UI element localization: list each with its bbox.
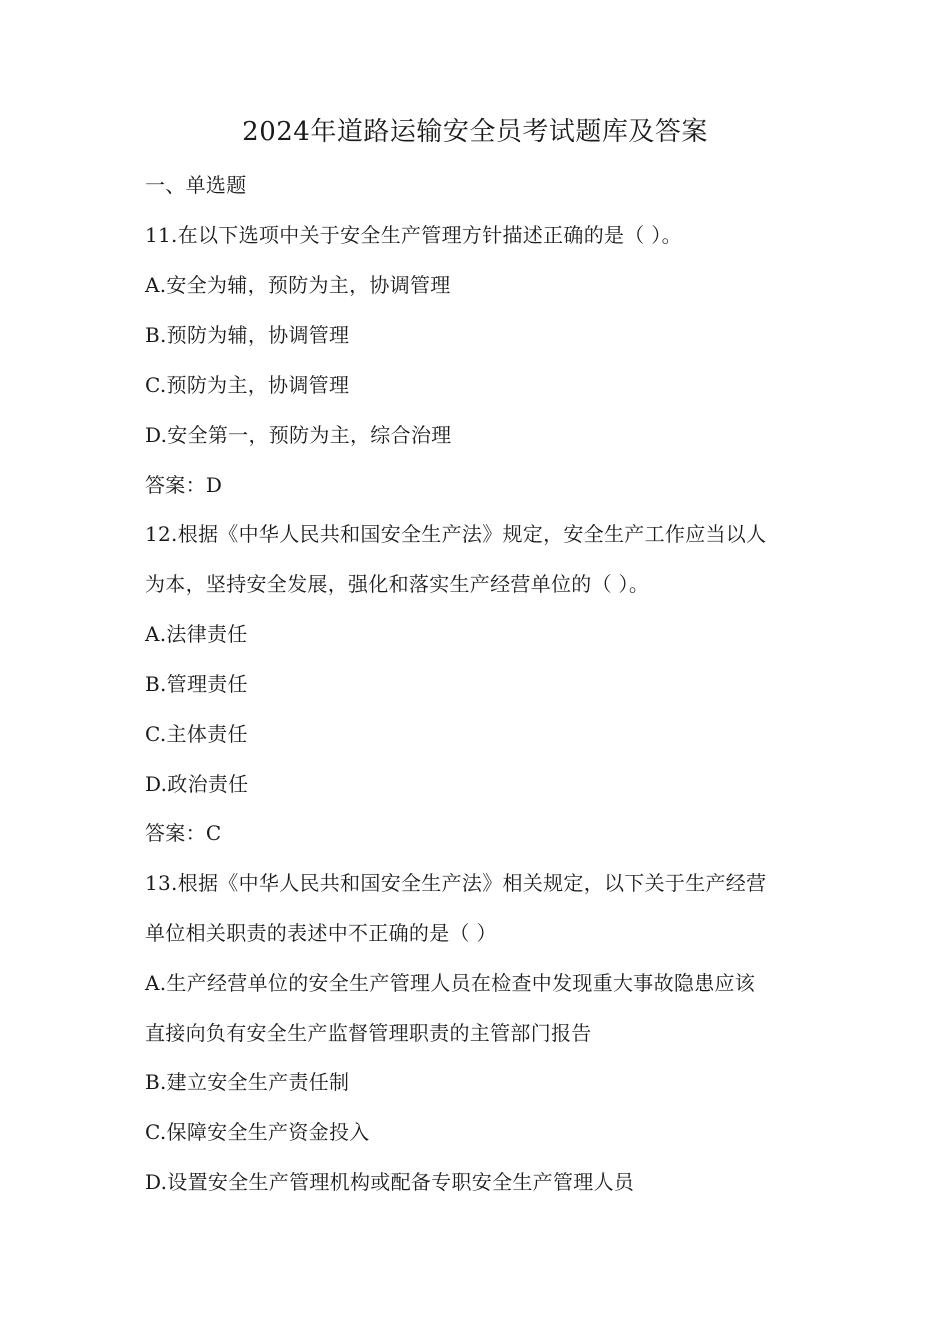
question-11-option-a: A.安全为辅，预防为主，协调管理	[145, 273, 451, 297]
question-11-option-b: B.预防为辅，协调管理	[145, 323, 350, 347]
question-12-option-a: A.法律责任	[145, 622, 248, 646]
question-11-option-c: C.预防为主，协调管理	[145, 373, 350, 397]
question-11-option-d: D.安全第一，预防为主，综合治理	[145, 423, 452, 447]
question-13-option-b: B.建立安全生产责任制	[145, 1070, 350, 1094]
question-13-option-a-line-1: A.生产经营单位的安全生产管理人员在检查中发现重大事故隐患应该	[145, 971, 756, 995]
question-13-text-line-1: 13.根据《中华人民共和国安全生产法》相关规定，以下关于生产经营	[145, 871, 767, 895]
question-12-option-c: C.主体责任	[145, 722, 248, 746]
question-12-text-line-2: 为本，坚持安全发展，强化和落实生产经营单位的（ ）。	[145, 572, 650, 596]
question-12-text-line-1: 12.根据《中华人民共和国安全生产法》规定，安全生产工作应当以人	[145, 522, 767, 546]
document-title: 2024年道路运输安全员考试题库及答案	[242, 117, 708, 147]
question-13-text-line-2: 单位相关职责的表述中不正确的是（ ）	[145, 921, 497, 945]
question-12-option-b: B.管理责任	[145, 672, 248, 696]
question-13-option-d: D.设置安全生产管理机构或配备专职安全生产管理人员	[145, 1170, 635, 1194]
question-11-text: 11.在以下选项中关于安全生产管理方针描述正确的是（ ）。	[145, 223, 682, 247]
question-11-answer: 答案：D	[145, 473, 223, 497]
question-13-option-c: C.保障安全生产资金投入	[145, 1120, 370, 1144]
question-12-option-d: D.政治责任	[145, 772, 249, 796]
section-heading: 一、单选题	[145, 173, 247, 197]
question-13-option-a-line-2: 直接向负有安全生产监督管理职责的主管部门报告	[145, 1021, 592, 1045]
question-12-answer: 答案：C	[145, 821, 222, 845]
